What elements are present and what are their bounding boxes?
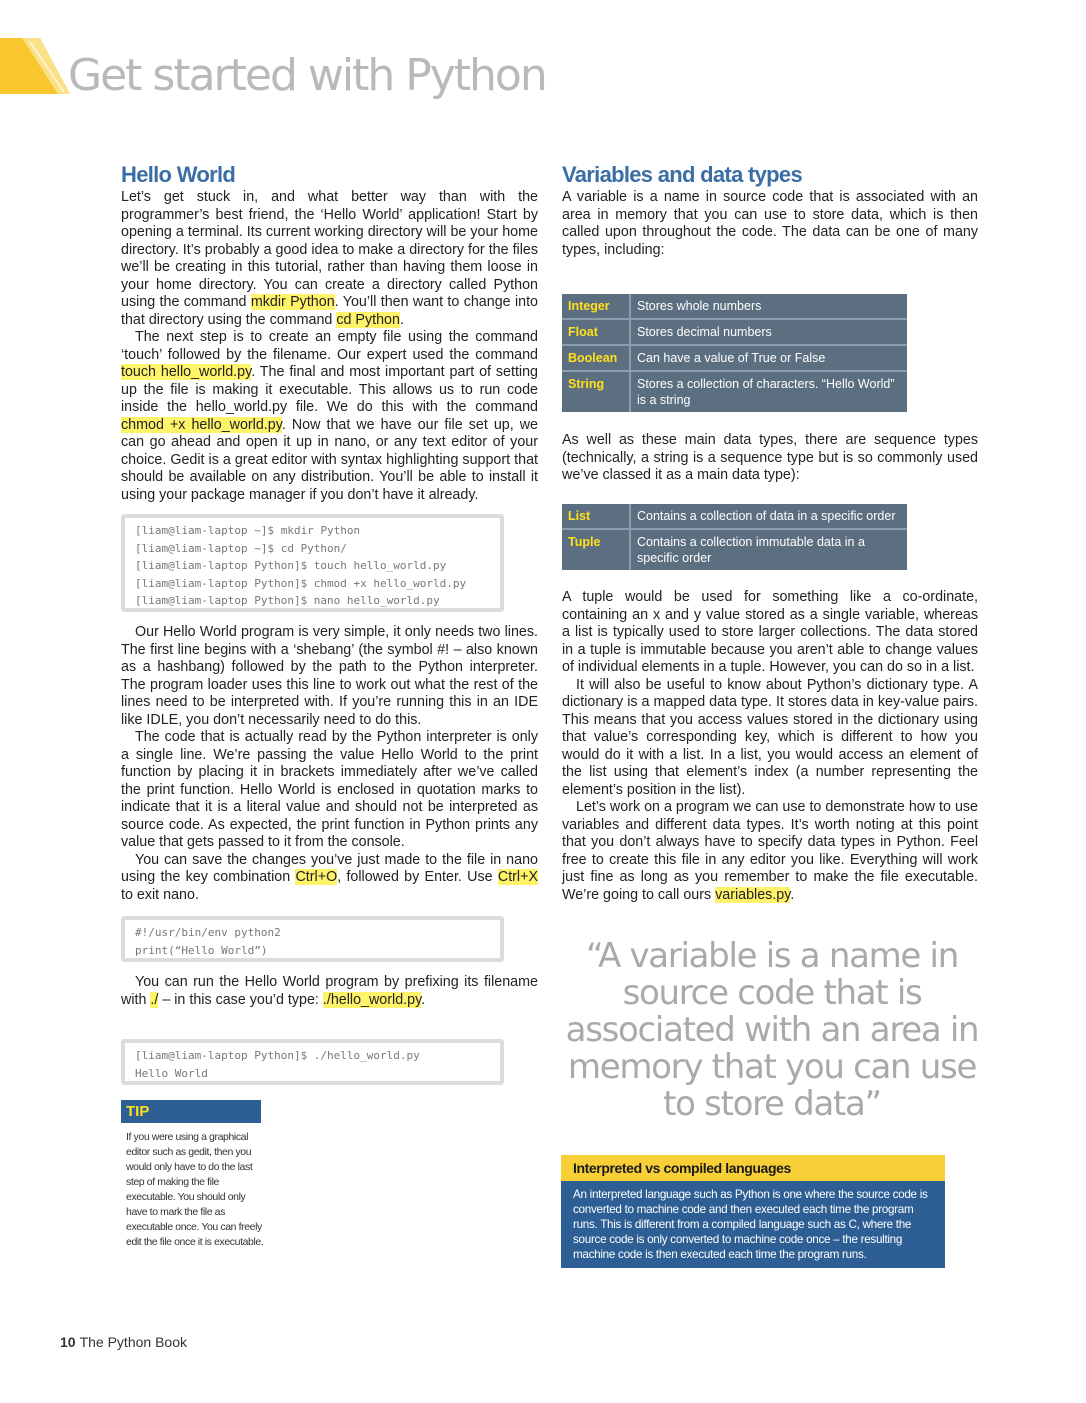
hello-world-paragraph-4: The code that is actually read by the Python interpreter is only a single line. We’re passing the value Hello World to the print function by placing it in brackets immediately after we’ve called the print function. Hello World is enclosed in quotation marks to indicate that it is a literal value and should not be interpreted as source code. As expected, the print function in Python prints any value that gets passed to it from the console.	[121, 729, 538, 850]
hello-world-paragraph-5: You can save the changes you’ve just made to the file in nano using the key combination Ctrl+O, followed by Enter. Use Ctrl+X to exit nano.	[121, 851, 538, 903]
highlight-key: Ctrl+O	[295, 869, 338, 885]
code-block-run	[121, 1039, 504, 1085]
code-line: [liam@liam-laptop Python]$ touch hello_world.py	[135, 559, 447, 572]
boxout-text: An interpreted language such as Python is one where the source code is converted to machine code and then executed each time the program runs. This is different from a compiled language such as C, where the source code is only converted to machine code once – the resulting machine code is then executed each time the program runs.	[561, 1181, 945, 1268]
header-tab-graphic	[0, 38, 70, 94]
run-instructions	[121, 974, 538, 1009]
code-line: print(“Hello World”)	[135, 943, 268, 957]
right-column-continued	[562, 589, 978, 904]
boxout-title: Interpreted vs compiled languages	[561, 1155, 945, 1181]
type-name: Float	[562, 319, 630, 345]
pull-quote: “A variable is a name in source code that is associated with an area in memory that you can use to store data”	[565, 936, 979, 1124]
type-name: String	[562, 371, 630, 412]
type-description: Can have a value of True or False	[630, 345, 907, 371]
type-description: Contains a collection of data in a specific order	[630, 504, 907, 529]
hello-world-heading: Hello World	[121, 162, 236, 187]
sequence-intro-block	[562, 432, 978, 485]
code-line: [liam@liam-laptop ~]$ cd Python/	[135, 541, 347, 555]
code-line: Hello World	[135, 1066, 208, 1080]
code-block-setup	[121, 514, 504, 612]
tuple-paragraph: A tuple would be used for something like a co-ordinate, containing an x and y value stored as a single variable, whereas a list is typically used to store larger collections. The data stored in a tuple is immutable because you aren’t able to change values of individual elements in a tuple. However, you can do so in a list.	[562, 589, 978, 675]
sequence-intro: As well as these main data types, there are sequence types (technically, a string is a sequence type but is so commonly used we’ve classed it as a main data type):	[562, 432, 978, 483]
variables-intro: A variable is a name in source code that is associated with an area in memory that you can use to store data, which is then called upon throughout the code. The data can be one of many types, including:	[562, 189, 978, 258]
highlight-filename: variables.py	[715, 886, 791, 903]
highlight-command: ./	[150, 991, 159, 1008]
type-description: Stores whole numbers	[630, 294, 907, 319]
type-description: Contains a collection immutable data in a specific order	[637, 535, 865, 565]
sequence-types-table	[562, 504, 907, 570]
code-line: #!/usr/bin/env python2	[135, 926, 281, 939]
hello-world-paragraph-3: Our Hello World program is very simple, it only needs two lines. The first line begins with a ‘shebang’ (the symbol #! – also known as a hashbang) followed by the path to the Python interpreter. The program loader uses this line to work out what the rest of the lines need to be interpreted with. If you’re running this in an IDE like IDLE, you don’t necessarily need to do this.	[121, 624, 538, 728]
dictionary-paragraph: It will also be useful to know about Python’s dictionary type. A dictionary is a mapped data type. It stores data in key-value pairs. This means that you access values stored in the dictionary using that value’s corresponding key, which is different to how you would do it with a list. In a list, you would access an element of the list using that element’s index (a number representing the element’s position in the list).	[562, 676, 978, 798]
code-line: [liam@liam-laptop ~]$ mkdir Python	[135, 524, 361, 537]
highlight-key: Ctrl+X	[497, 869, 538, 885]
variables-heading: Variables and data types	[562, 162, 802, 187]
type-name: Tuple	[562, 529, 630, 570]
book-title: The Python Book	[79, 1334, 187, 1350]
tip-label: TIP	[121, 1100, 261, 1123]
type-description: Stores decimal numbers	[630, 319, 907, 345]
type-name: List	[562, 504, 630, 529]
left-column-continued	[121, 624, 538, 904]
highlight-command: cd Python	[336, 311, 400, 328]
type-description: Stores a collection of characters. “Hello World” is a string	[637, 377, 895, 407]
page-title: Get started with Python	[68, 50, 546, 101]
table-row	[562, 294, 907, 319]
right-column	[562, 161, 978, 259]
hello-world-paragraph-2: The next step is to create an empty file using the command ‘touch’ followed by the filename. Our expert used the command touch hello_world.py. The final and most important part of setting up the file is making it executable. This allows us to run code inside the hello_world.py file. We do this with the command chmod +x hello_world.py. Now that we have our file set up, we can go ahead and open it up in nano, or any text editor of your choice. Gedit is a great editor with syntax highlighting support that should be available on any distribution. You’ll be able to install it using your package manager if you don’t have it already.	[121, 329, 539, 503]
table-row	[562, 504, 907, 529]
page-footer	[60, 1334, 187, 1350]
data-types-table	[562, 294, 907, 412]
table-row	[562, 371, 907, 412]
highlight-command: ./hello_world.py	[322, 991, 422, 1008]
code-line: [liam@liam-laptop Python]$ nano hello_world.py	[135, 594, 440, 607]
code-line: [liam@liam-laptop Python]$ chmod +x hello_world.py	[135, 576, 467, 590]
highlight-command: mkdir Python	[250, 294, 335, 310]
code-line: [liam@liam-laptop Python]$ ./hello_world.py	[135, 1049, 420, 1062]
table-row	[562, 529, 907, 570]
tip-text: If you were using a graphical editor such as gedit, then you would only have to do the last step of making the file executable. You should only have to mark the file as executable once. You can freely edit the file once it is executable.	[126, 1131, 264, 1248]
hello-world-paragraph-1: Let’s get stuck in, and what better way than with the programmer’s best friend, the ‘Hello World’ application! Start by opening a terminal. Its current working directory will be your home directory. It’s probably a good idea to make a directory for the files we’ll be creating in this tutorial, rather than having them loose in your home directory. You can create a directory called Python using the command mkdir Python. You’ll then want to change into that directory using the command cd Python.	[121, 189, 538, 328]
program-paragraph: Let’s work on a program we can use to demonstrate how to use variables and different data types. It’s worth noting at this point that you don’t always have to specify data types in Python. Feel free to create this file in any editor you like. Everything will work just fine as long as you remember to make the file executable. We’re going to call ours variables.py.	[562, 799, 978, 903]
type-name: Integer	[562, 294, 630, 319]
table-row	[562, 319, 907, 345]
hello-world-paragraph-6: You can run the Hello World program by prefixing its filename with ./ – in this case you’d type: ./hello_world.py.	[121, 974, 538, 1008]
table-row	[562, 345, 907, 371]
code-block-hello-world	[121, 916, 504, 962]
type-name: Boolean	[562, 345, 630, 371]
highlight-command: touch hello_world.py	[121, 364, 252, 380]
highlight-command: chmod +x hello_world.py	[121, 416, 282, 433]
page-number: 10	[60, 1334, 76, 1350]
left-column	[121, 161, 538, 504]
